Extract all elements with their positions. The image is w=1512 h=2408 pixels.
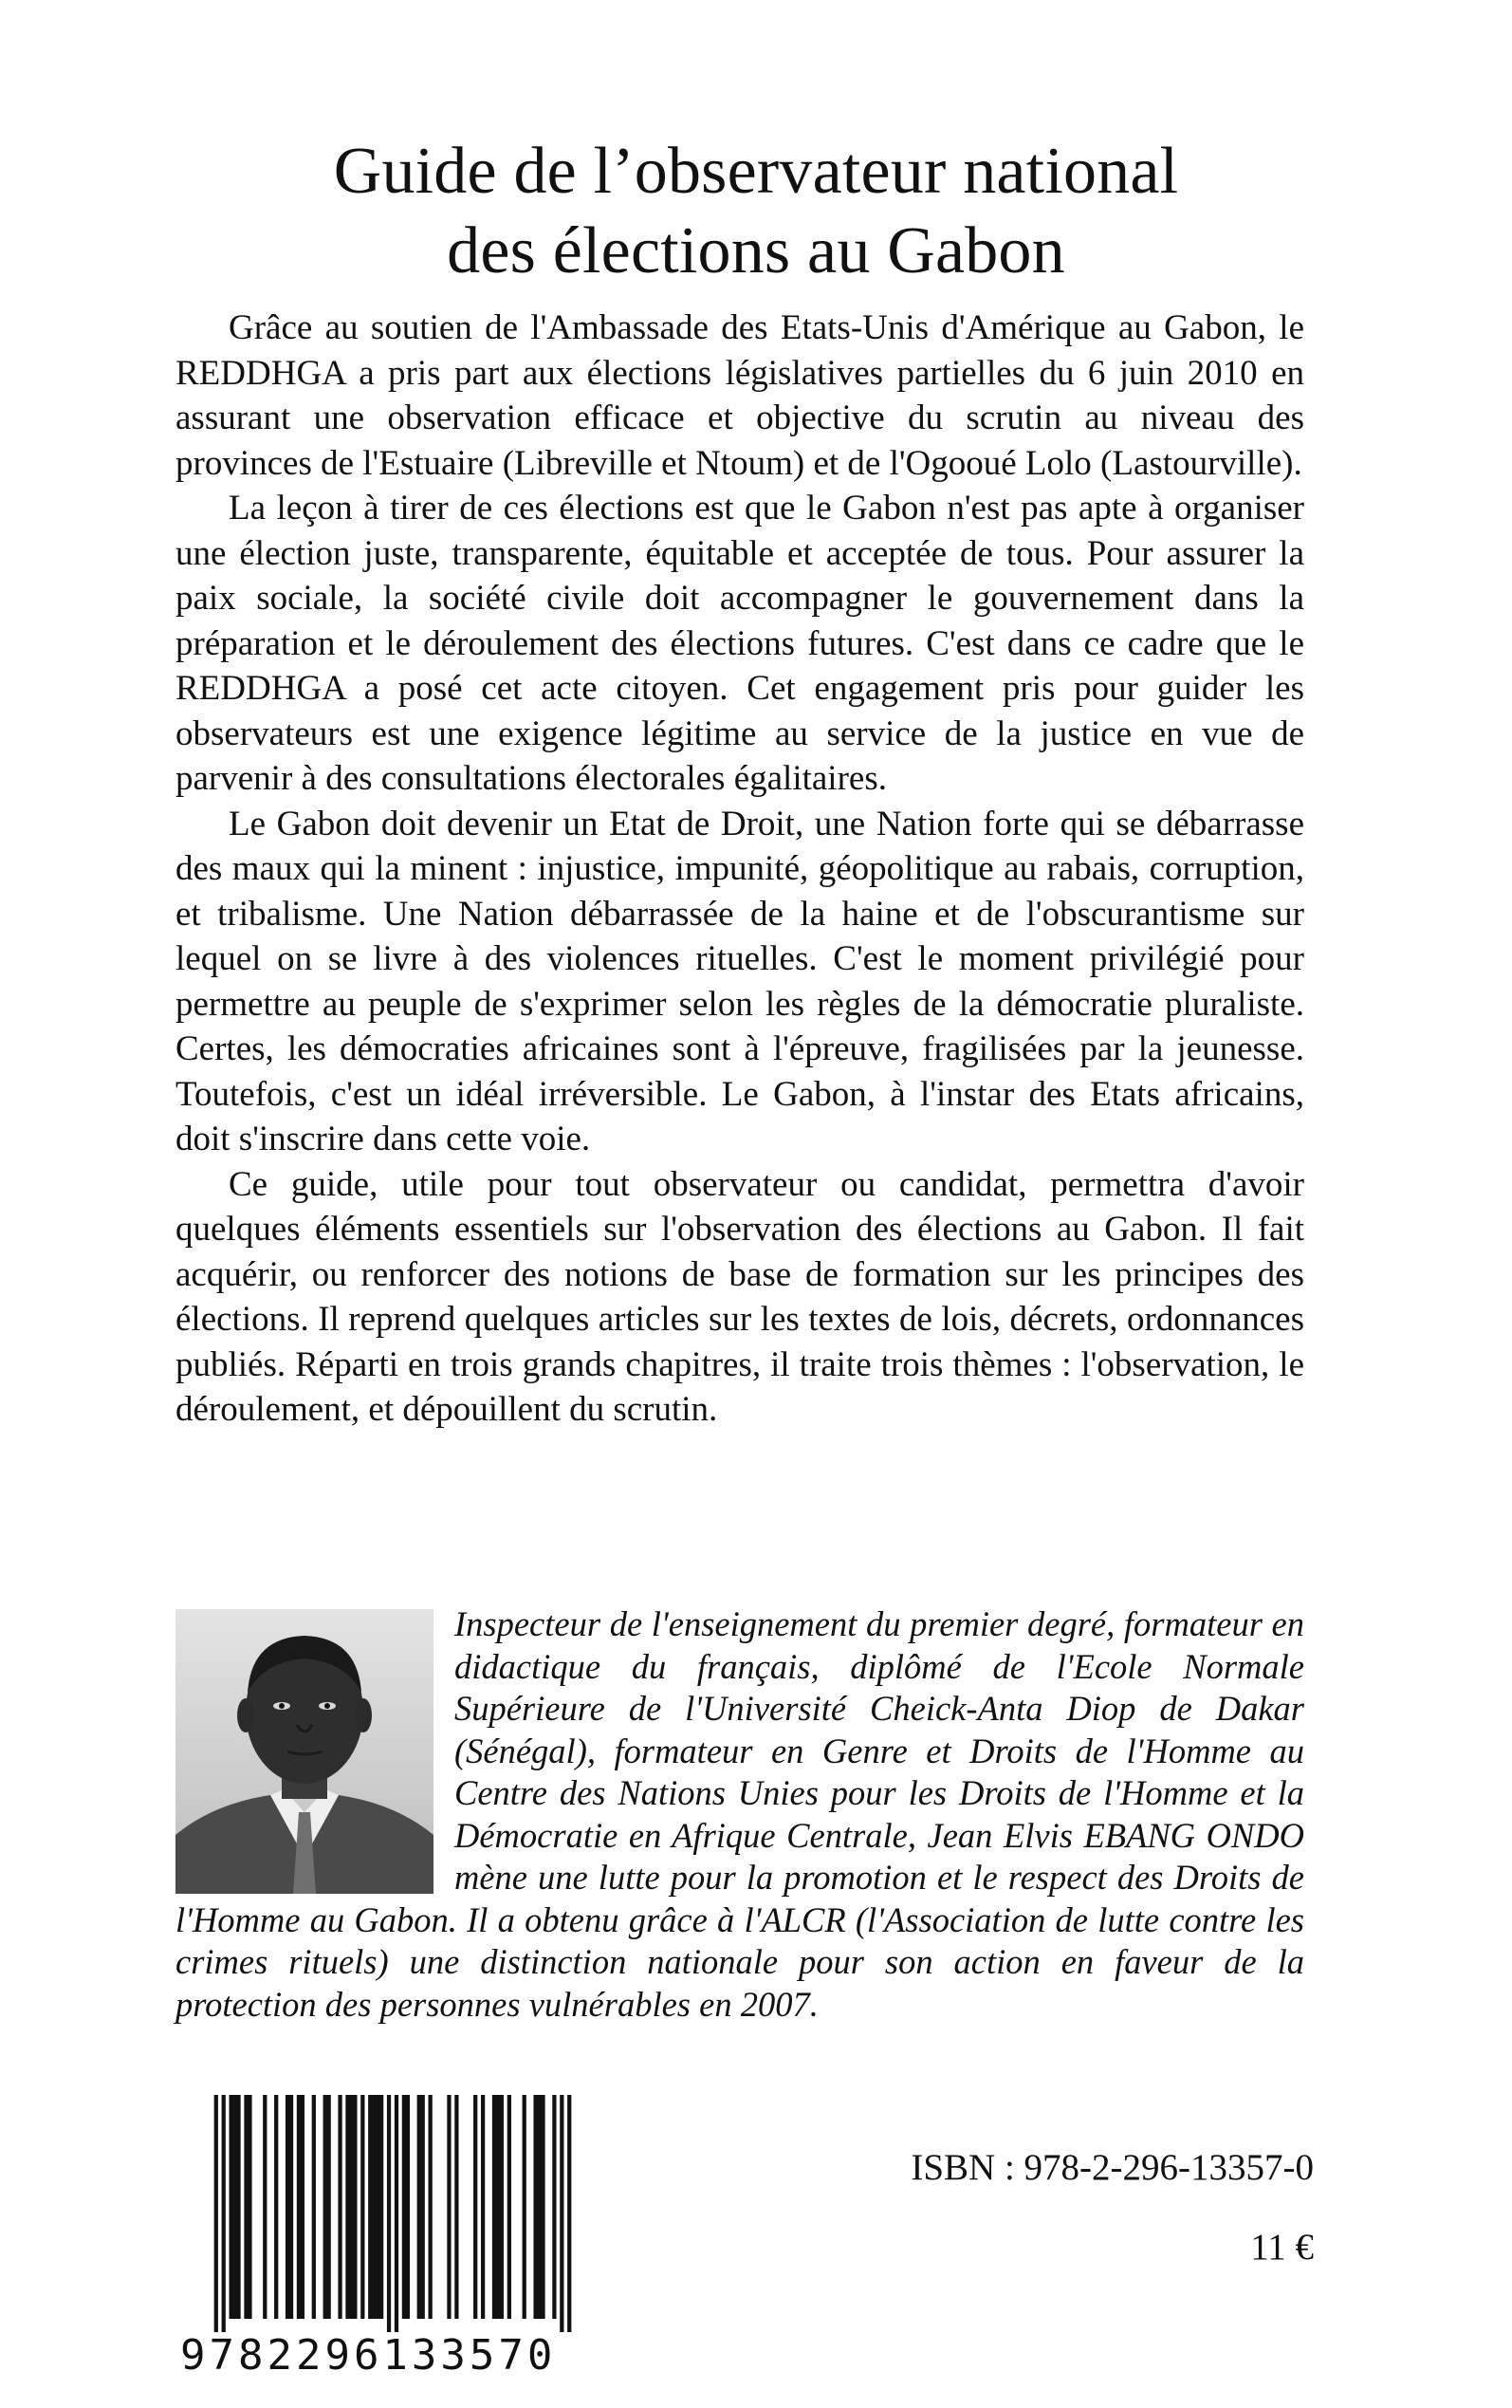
blurb: [175, 306, 1304, 1433]
barcode-bar: [338, 2095, 341, 2319]
barcode-bar: [248, 2095, 251, 2319]
barcode-bar: [376, 2095, 379, 2319]
barcode-bar: [214, 2095, 218, 2332]
barcode-bar: [496, 2095, 500, 2319]
barcode-bar: [567, 2095, 571, 2332]
barcode-bar: [263, 2095, 267, 2319]
title-line-2: des élections au Gabon: [447, 213, 1065, 287]
author-biography: Inspecteur de l'enseignement du premier degré, formateur en didactique du français, diplômé de l'Ecole Normale Supérieure de l'Université Cheick-Anta Diop de Dakar (Sénégal), formateur en Genre et Droits de l'Homme au Centre des Nations Unies pour les Droits de l'Homme et la Démocratie en Afrique Centrale, Jean Elvis EBANG ONDO mène une lutte pour la promotion et le respect des Droits de l'Homme au Gabon. Il a obtenu grâce à l'ALCR (l'Association de lutte contre les crimes rituels) une distinction nationale pour son action en faveur de la protection des personnes vulnérables en 2007.: [175, 1604, 1304, 2024]
blurb-paragraph: Le Gabon doit devenir un Etat de Droit, une Nation forte qui se débarrasse des maux qui la minent : injustice, impunité, géopolitique au rabais, corruption, et tribalisme. Une Nation débarrassée de la haine et de l'obscurantisme sur lequel on se livre à des violences rituelles. C'est le moment privilégié pour permettre au peuple de s'exprimer selon les règles de la démocratie pluraliste. Certes, les démocraties africaines sont à l'épreuve, fragilisées par la jeunesse. Toutefois, c'est un idéal irréversible. Le Gabon, à l'instar des Etats africains, doit s'inscrire dans cette voie.: [175, 804, 1304, 1158]
barcode-bar: [417, 2095, 421, 2319]
barcode-bar: [222, 2095, 226, 2332]
blurb-paragraph: Ce guide, utile pour tout observateur ou candidat, permettra d'avoir quelques éléments essentiels sur l'observation des élections au Gabon. Il fait acquérir, ou renforcer des notions de base de formation sur les principes des élections. Il reprend quelques articles sur les textes de lois, décrets, ordonnances publiés. Réparti en trois grands chapitres, il traite trois thèmes : l'observation, le déroulement, et dépouillent du scrutin.: [175, 1164, 1304, 1429]
barcode-bar: [349, 2095, 353, 2319]
barcode-bar: [533, 2095, 537, 2319]
barcode-bar: [402, 2095, 406, 2319]
barcode-bar: [500, 2095, 504, 2319]
barcode-bar: [395, 2095, 398, 2332]
barcode-bar: [232, 2095, 236, 2319]
barcode-bar: [507, 2095, 511, 2319]
barcode-bar: [429, 2095, 433, 2319]
blurb-paragraph: La leçon à tirer de ces élections est que le Gabon n'est pas apte à organiser une élection juste, transparente, équitable et acceptée de tous. Pour assurer la paix sociale, la société civile doit accompagner le gouvernement dans la préparation et le déroulement des élections futures. C'est dans ce cadre que le REDDHGA a posé cet acte citoyen. Cet engagement pris pour guider les observateurs est une exigence légitime au service de la justice en vue de parvenir à des consultations électorales égalitaires.: [175, 489, 1304, 798]
barcode-bar: [230, 2095, 233, 2319]
barcode-bar: [236, 2095, 240, 2319]
barcode-bar: [353, 2095, 357, 2319]
barcode-number: 9782296133570: [180, 2331, 557, 2380]
barcode-bar: [541, 2095, 544, 2319]
barcode-bar: [552, 2095, 556, 2319]
book-title: [0, 132, 1512, 291]
barcode-bars: [214, 2095, 572, 2332]
barcode-bar: [387, 2095, 391, 2332]
barcode-bar: [421, 2095, 425, 2319]
barcode-bar: [523, 2095, 526, 2319]
barcode-bar: [537, 2095, 541, 2319]
barcode-bar: [368, 2095, 372, 2319]
barcode-bar: [297, 2095, 301, 2319]
barcode-bar: [492, 2095, 496, 2319]
barcode-bar: [406, 2095, 410, 2319]
author-portrait-image: [175, 1609, 433, 1894]
barcode-bar: [345, 2095, 349, 2319]
barcode-bar: [447, 2095, 451, 2319]
isbn-label: ISBN : 978-2-296-13357-0: [911, 2147, 1314, 2188]
price-label: 11 €: [1250, 2227, 1314, 2268]
barcode-bar: [274, 2095, 278, 2319]
author-section: [175, 1603, 1304, 2026]
author-photo: [175, 1609, 433, 1894]
barcode-bar: [372, 2095, 376, 2319]
barcode-bar: [323, 2095, 327, 2319]
barcode-bar: [301, 2095, 304, 2319]
barcode-bar: [286, 2095, 289, 2319]
barcode-bar: [473, 2095, 477, 2319]
barcode-bar: [379, 2095, 383, 2319]
barcode-bar: [327, 2095, 331, 2319]
isbn-barcode: [180, 2095, 579, 2332]
title-line-1: Guide de l’observateur national: [333, 134, 1179, 208]
barcode-bar: [312, 2095, 316, 2319]
blurb-paragraph: Grâce au soutien de l'Ambassade des Etats-Unis d'Amérique au Gabon, le REDDHGA a pris part aux élections législatives partielles du 6 juin 2010 en assurant une observation efficace et objective du scrutin au niveau des provinces de l'Estuaire (Libreville et Ntoum) et de l'Ogooué Lolo (Lastourville).: [175, 308, 1304, 483]
barcode-bar: [454, 2095, 458, 2319]
barcode-bar: [560, 2095, 563, 2332]
barcode-bar: [360, 2095, 364, 2319]
barcode-bar: [481, 2095, 485, 2319]
barcode-bar: [244, 2095, 248, 2319]
barcode-bar: [289, 2095, 293, 2319]
